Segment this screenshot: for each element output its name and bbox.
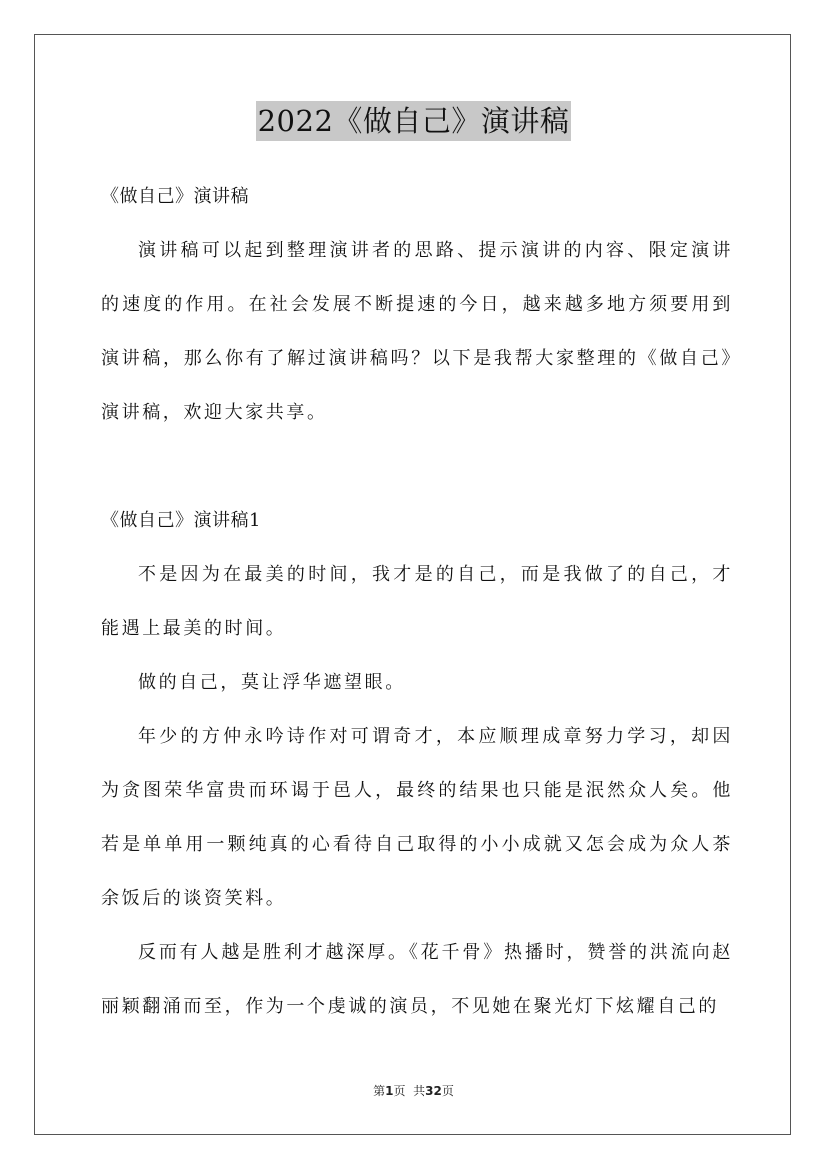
page-prefix: 第 (373, 1084, 386, 1098)
section-heading: 《做自己》演讲稿1 (101, 510, 261, 531)
subtitle: 《做自己》演讲稿 (101, 186, 249, 207)
page-footer (0, 1082, 827, 1099)
body-paragraph: 年少的方仲永吟诗作对可谓奇才，本应顺理成章努力学习，却因为贪图荣华富贵而环谒于邑人，最终的结果也只能是泯然众人矣。他若是单单用一颗纯真的心看待自己取得的小小成就又怎会成为众人茶余饭后的谈资笑料。 (101, 726, 733, 909)
body-paragraph: 不是因为在最美的时间，我才是的自己，而是我做了的自己，才能遇上最美的时间。 (101, 564, 733, 639)
intro-paragraph: 演讲稿可以起到整理演讲者的思路、提示演讲的内容、限定演讲的速度的作用。在社会发展不断提速的今日，越来越多地方须要用到演讲稿，那么你有了解过演讲稿吗？以下是我帮大家整理的《做自己》演讲稿，欢迎大家共享。 (101, 240, 733, 423)
page-suffix: 页 (393, 1084, 406, 1098)
body-paragraph: 做的自己，莫让浮华遮望眼。 (138, 672, 406, 693)
total-suffix: 页 (441, 1084, 454, 1098)
document-title: 2022《做自己》演讲稿 (256, 101, 572, 141)
section-spacer (101, 440, 733, 494)
document-body (101, 170, 733, 1034)
total-pages: 32 (425, 1084, 442, 1098)
total-prefix: 共 (413, 1084, 426, 1098)
body-paragraph: 反而有人越是胜利才越深厚。《花千骨》热播时，赞誉的洪流向赵丽颖翻涌而至，作为一个虔诚的演员，不见她在聚光灯下炫耀自己的 (101, 942, 733, 1017)
title-block (0, 101, 827, 141)
page-number: 1 (385, 1084, 394, 1098)
